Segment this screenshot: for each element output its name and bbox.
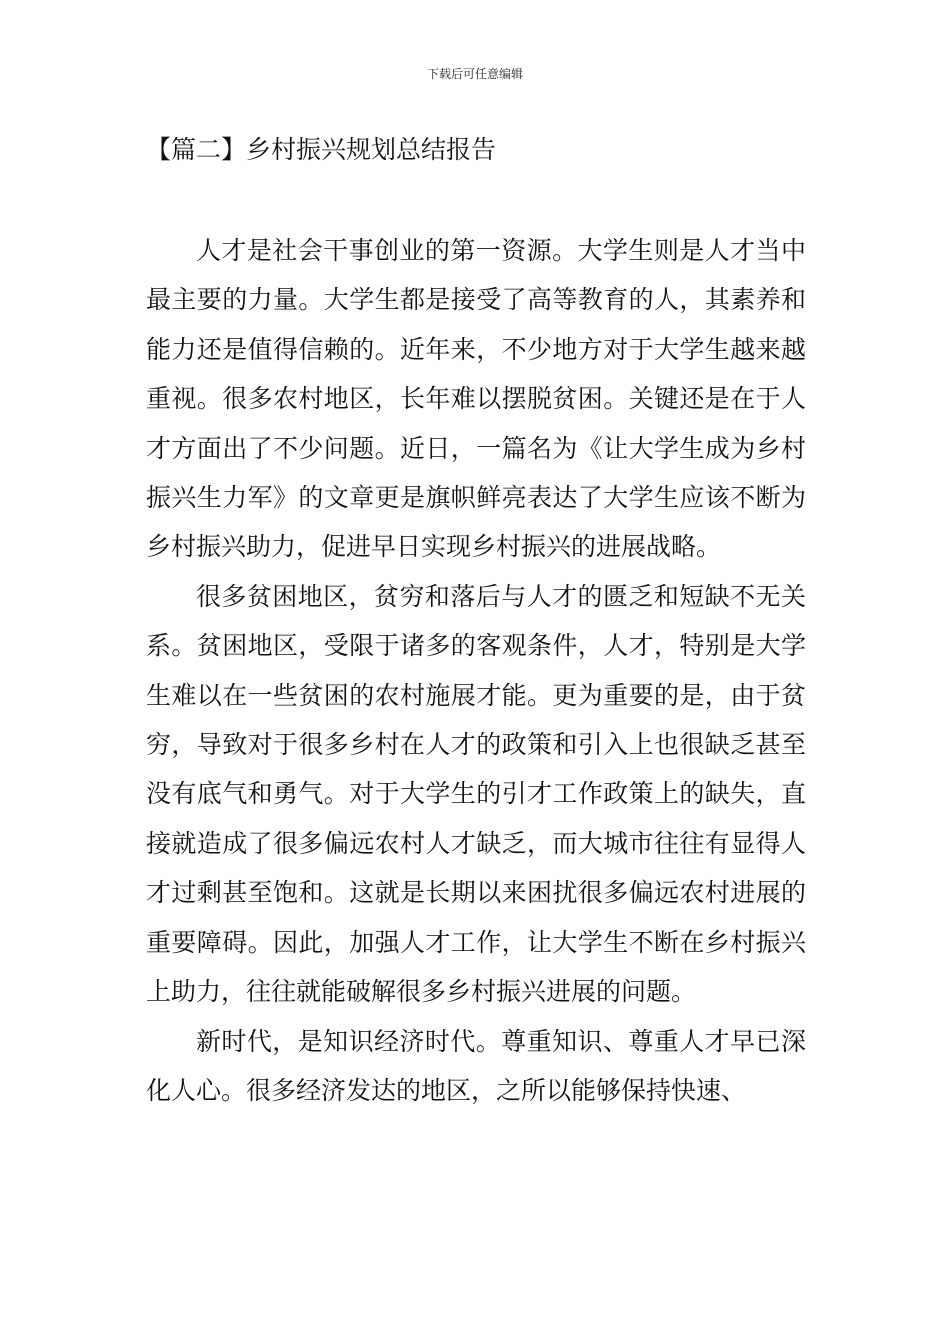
paragraph-3: 新时代，是知识经济时代。尊重知识、尊重人才早已深化人心。很多经济发达的地区，之所以能够保持快速、 — [146, 1026, 806, 1105]
document-title: 【篇二】乡村振兴规划总结报告 — [146, 135, 497, 164]
document-body — [146, 226, 806, 1115]
paragraph-2: 很多贫困地区，贫穷和落后与人才的匮乏和短缺不无关系。贫困地区，受限于诸多的客观条件，人才，特别是大学生难以在一些贫困的农村施展才能。更为重要的是，由于贫穷，导致对于很多乡村在人才的政策和引入上也很缺乏甚至没有底气和勇气。对于大学生的引才工作政策上的缺失，直接就造成了很多偏远农村人才缺乏，而大城市往往有显得人才过剩甚至饱和。这就是长期以来困扰很多偏远农村进展的重要障碍。因此，加强人才工作，让大学生不断在乡村振兴上助力，往往就能破解很多乡村振兴进展的问题。 — [146, 581, 806, 1007]
paragraph-1: 人才是社会干事创业的第一资源。大学生则是人才当中最主要的力量。大学生都是接受了高等教育的人，其素养和能力还是值得信赖的。近年来，不少地方对于大学生越来越重视。很多农村地区，长年难以摆脱贫困。关键还是在于人才方面出了不少问题。近日，一篇名为《让大学生成为乡村振兴生力军》的文章更是旗帜鲜亮表达了大学生应该不断为乡村振兴助力，促进早日实现乡村振兴的进展战略。 — [146, 236, 806, 562]
header-note: 下载后可任意编辑 — [426, 67, 523, 81]
